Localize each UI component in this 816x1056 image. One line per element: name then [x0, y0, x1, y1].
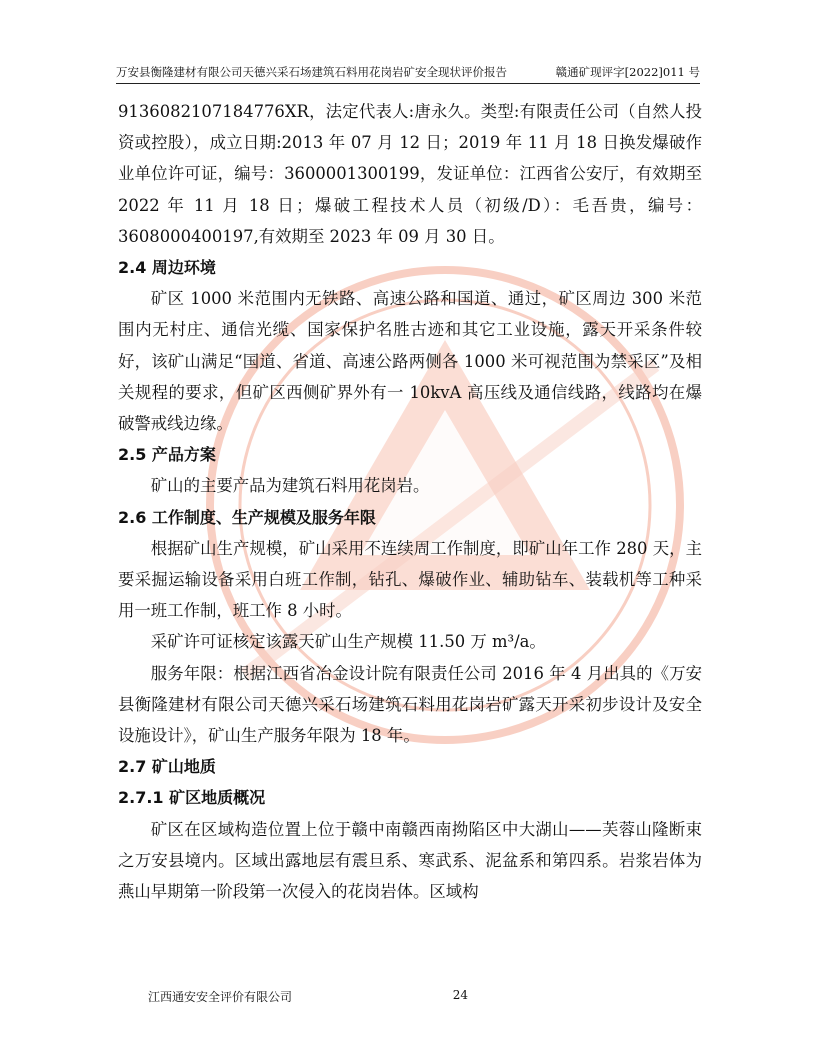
paragraph: 9136082107184776XR，法定代表人:唐永久。类型:有限责任公司（自然人投资或控股），成立日期:2013 年 07 月 12 日；2019 年 11 月 18 日换发爆破作业单位许可证，编号：3600001300199，发证单位：江西省公安厅，有效期至 2022 年 11 月 18 日；爆破工程技术人员（初级/D）：毛吾贵，编号：3608000400197,有效期至 2023 年 09 月 30 日。 [118, 102, 702, 246]
section-heading: 2.7.1 矿区地质概况 [118, 788, 266, 808]
paragraph: 矿区 1000 米范围内无铁路、高速公路和国道、通过，矿区周边 300 米范围内无村庄、通信光缆、国家保护名胜古迹和其它工业设施，露天开采条件较好，该矿山满足“国道、省道、高速公路两侧各 1000 米可视范围为禁采区”及相关规程的要求，但矿区西侧矿界外有一 10kvA 高压线及通信线路，线路均在爆破警戒线边缘。 [118, 289, 702, 434]
paragraph: 矿山的主要产品为建筑石料用花岗岩。 [150, 476, 430, 496]
paragraph: 采矿许可证核定该露天矿山生产规模 11.50 万 m³/a。 [150, 632, 546, 652]
paragraph: 矿区在区域构造位置上位于赣中南赣西南拗陷区中大湖山——芙蓉山隆断束之万安县境内。区域出露地层有震旦系、寒武系、泥盆系和第四系。岩浆岩体为燕山早期第一阶段第一次侵入的花岗岩体。区域构 [118, 819, 702, 902]
section-heading: 2.5 产品方案 [118, 445, 216, 465]
footer-company: 江西通安安全评价有限公司 [148, 990, 293, 1004]
page-number: 24 [452, 988, 468, 1002]
header-doc-number: 赣通矿现评字[2022]011 号 [555, 65, 700, 79]
section-heading: 2.6 工作制度、生产规模及服务年限 [118, 507, 376, 527]
page-header [116, 62, 700, 84]
paragraph: 服务年限：根据江西省冶金设计院有限责任公司 2016 年 4 月出具的《万安县衡隆建材有限公司天德兴采石场建筑石料用花岗岩矿露天开采初步设计及安全设施设计》，矿山生产服务年限为 18 年。 [118, 663, 702, 746]
paragraph: 根据矿山生产规模，矿山采用不连续周工作制度，即矿山年工作 280 天，主要采掘运输设备采用白班工作制，钻孔、爆破作业、辅助钻车、装载机等工种采用一班工作制，班工作 8 小时。 [118, 538, 702, 621]
header-title: 万安县衡隆建材有限公司天德兴采石场建筑石料用花岗岩矿安全现状评价报告 [116, 65, 507, 79]
document-body [118, 96, 702, 907]
section-heading: 2.7 矿山地质 [118, 757, 216, 777]
page-footer [148, 988, 468, 1005]
section-heading: 2.4 周边环境 [118, 258, 216, 278]
